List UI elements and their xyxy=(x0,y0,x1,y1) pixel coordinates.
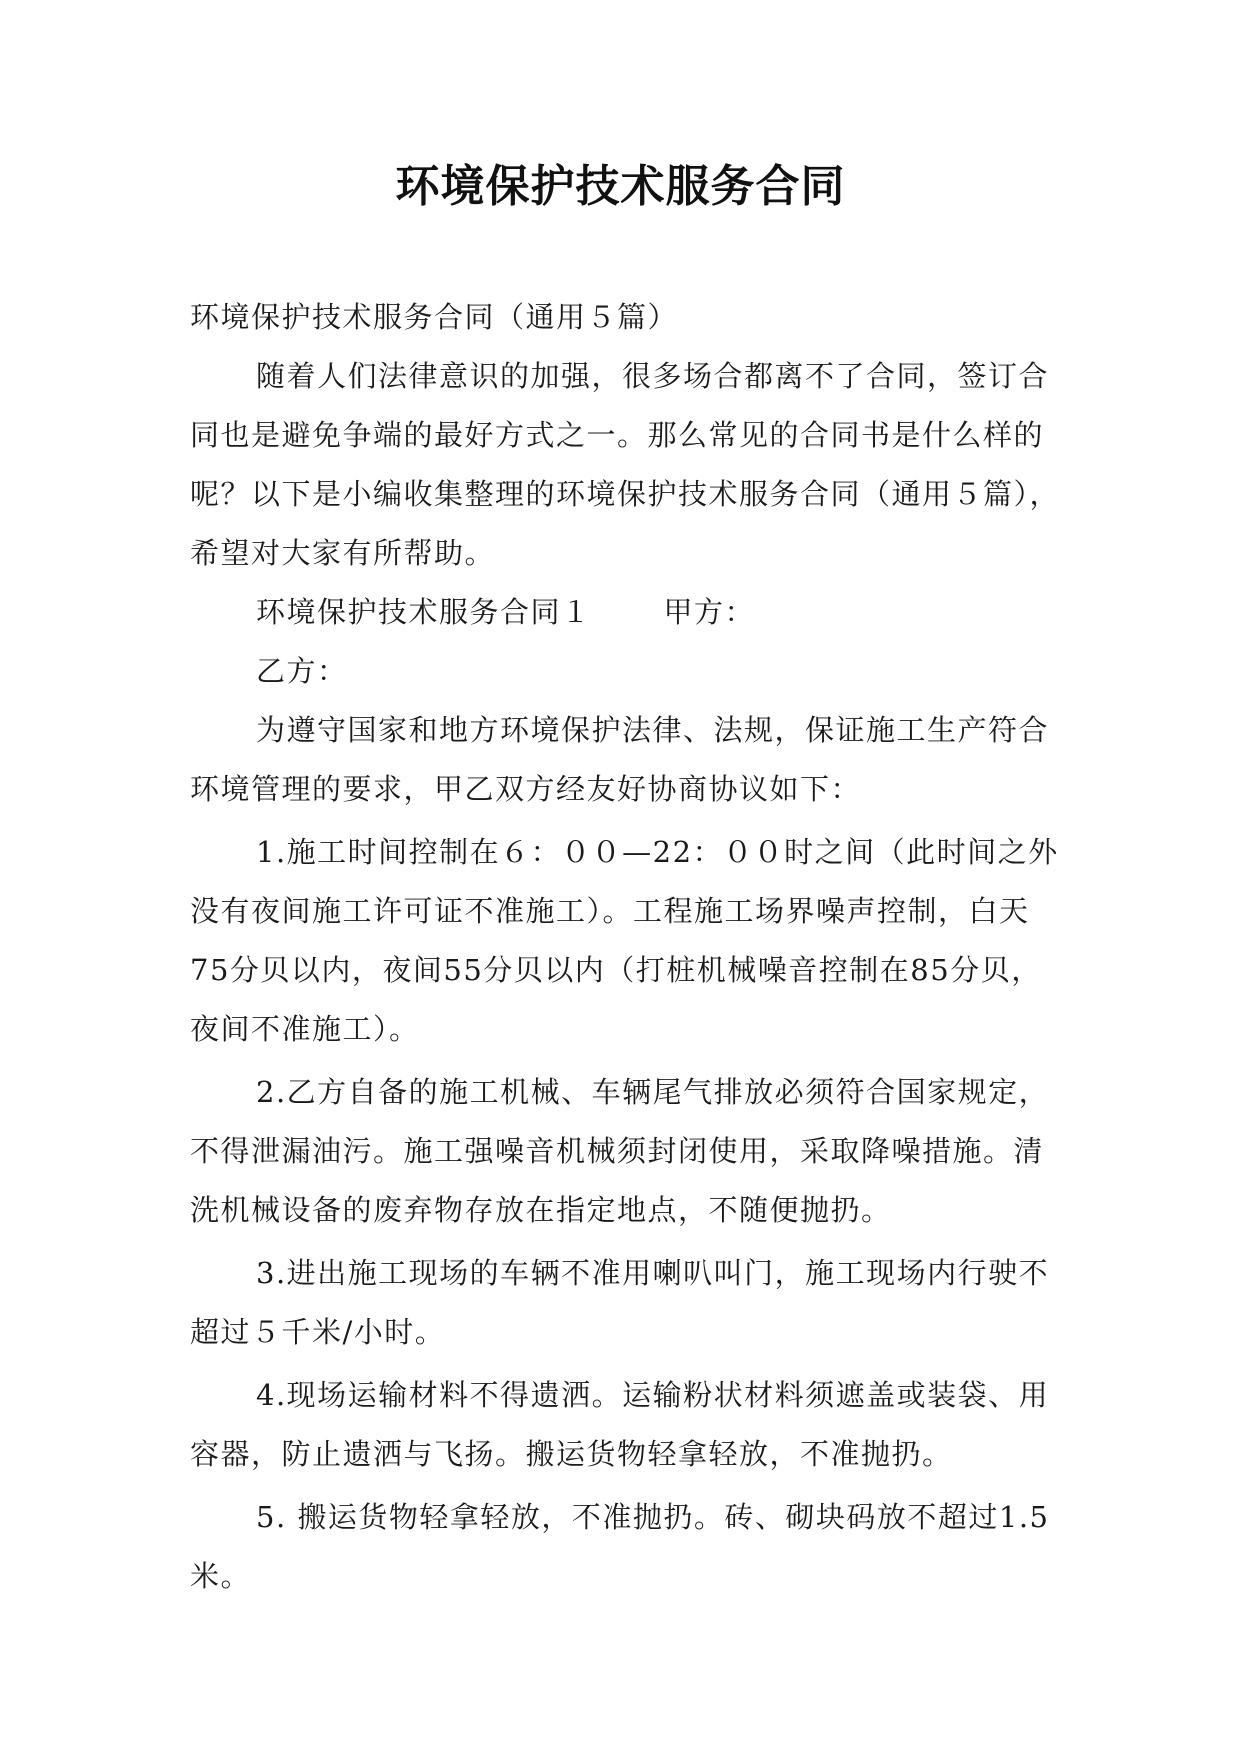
page-title: 环境保护技术服务合同 xyxy=(395,161,846,212)
clause-5: 5. 搬运货物轻拿轻放，不准抛扔。砖、砌块码放不超过1.5米。 xyxy=(190,1500,1050,1593)
intro-paragraph: 随着人们法律意识的加强，很多场合都离不了合同，签订合同也是避免争端的最好方式之一。那么常见的合同书是什么样的呢？以下是小编收集整理的环境保护技术服务合同（通用５篇），希望对大家有所帮助。 xyxy=(190,359,1061,570)
clause-4: 4.现场运输材料不得遗洒。运输粉状材料须遮盖或装袋、用容器，防止遗洒与飞扬。搬运货物轻拿轻放，不准抛扔。 xyxy=(190,1378,1050,1471)
party-a-label: 甲方： xyxy=(663,595,756,629)
clause-3: 3.进出施工现场的车辆不准用喇叭叫门，施工现场内行驶不超过５千米/小时。 xyxy=(190,1256,1050,1349)
document-body xyxy=(190,288,1060,1606)
document-subtitle: 环境保护技术服务合同（通用５篇） xyxy=(190,300,679,334)
preamble-paragraph: 为遵守国家和地方环境保护法律、法规，保证施工生产符合环境管理的要求，甲乙双方经友好协商协议如下： xyxy=(190,713,1050,806)
party-b-label: 乙方： xyxy=(256,654,348,688)
clause-1: 1.施工时间控制在６：００—22：００时之间（此时间之外没有夜间施工许可证不准施工）。工程施工场界噪声控制，白天75分贝以内，夜间55分贝以内（打桩机械噪音控制在85分贝，夜间不准施工）。 xyxy=(190,835,1059,1046)
contract-heading: 环境保护技术服务合同１ xyxy=(256,595,592,629)
clause-2: 2.乙方自备的施工机械、车辆尾气排放必须符合国家规定，不得泄漏油污。施工强噪音机械须封闭使用，采取降噪措施。清洗机械设备的废弃物存放在指定地点，不随便抛扔。 xyxy=(190,1075,1050,1227)
contract-heading-line xyxy=(190,583,1060,642)
